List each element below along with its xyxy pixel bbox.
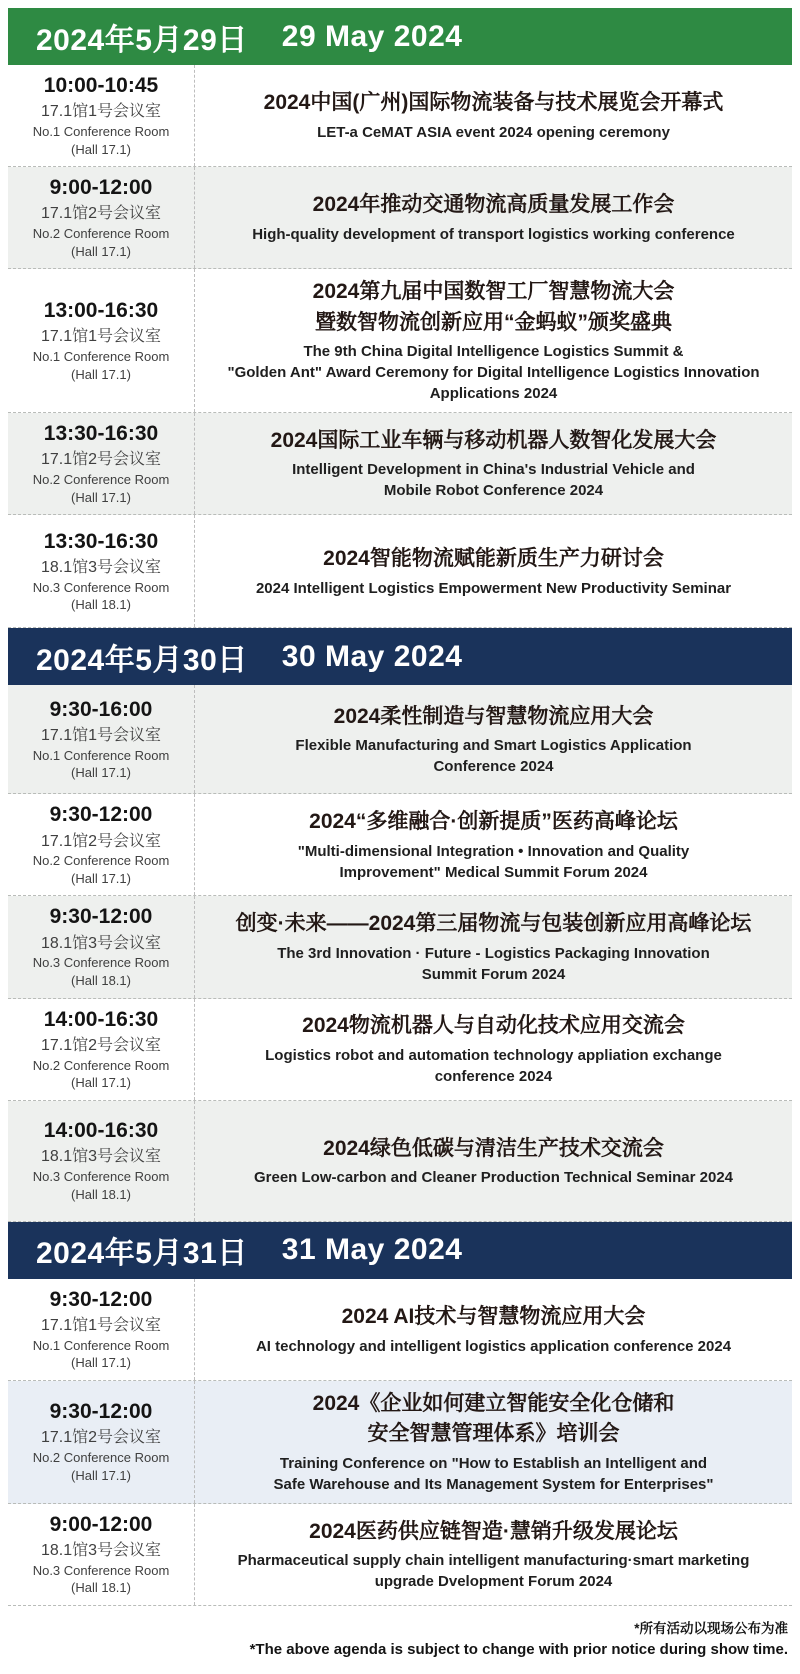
section-header-29-may <box>8 8 792 65</box>
room-name-zh: 17.1馆2号会议室 <box>40 205 162 223</box>
room-name-en: No.1 Conference Room (Hall 17.1) <box>32 747 170 781</box>
room-name-zh: 18.1馆3号会议室 <box>40 1541 162 1559</box>
section-header-31-may <box>8 1222 792 1279</box>
room-name-en: No.1 Conference Room (Hall 17.1) <box>32 1337 170 1371</box>
row-location <box>8 794 195 895</box>
event-title-en: Green Low-carbon and Cleaner Production Technical Seminar 2024 <box>253 1168 734 1186</box>
room-name-en: No.2 Conference Room (Hall 17.1) <box>32 1057 170 1091</box>
event-time: 13:30-16:30 <box>43 529 159 553</box>
event-title-en: Intelligent Development in China's Industrial Vehicle and Mobile Robot Conference 2024 <box>292 461 695 500</box>
room-name-zh: 17.1馆2号会议室 <box>40 451 162 469</box>
row-location <box>8 1381 195 1503</box>
event-title-en: Logistics robot and automation technology appliation exchange conference 2024 <box>265 1046 722 1085</box>
row-location <box>8 269 195 412</box>
row-event <box>195 1101 792 1221</box>
event-time: 14:00-16:30 <box>43 1119 159 1143</box>
schedule-row <box>8 794 792 896</box>
room-name-en: No.2 Conference Room (Hall 17.1) <box>32 853 170 886</box>
event-time: 9:30-12:00 <box>49 905 153 929</box>
event-time: 13:30-16:30 <box>43 422 159 446</box>
footer-note-zh: *所有活动以现场公布为准 <box>634 1620 788 1636</box>
event-time: 10:00-10:45 <box>43 74 159 97</box>
event-time: 9:00-12:00 <box>49 176 153 200</box>
row-location <box>8 999 195 1100</box>
event-title-en: 2024 Intelligent Logistics Empowerment New Productivity Seminar <box>255 579 732 597</box>
schedule-row <box>8 413 792 515</box>
room-name-en: No.3 Conference Room (Hall 18.1) <box>32 1562 170 1596</box>
room-name-en: No.3 Conference Room (Hall 18.1) <box>32 579 170 613</box>
room-name-zh: 17.1馆1号会议室 <box>40 726 162 744</box>
footer-note-en: *The above agenda is subject to change with prior notice during show time. <box>249 1641 788 1659</box>
row-location <box>8 685 195 793</box>
row-event <box>195 685 792 793</box>
room-name-zh: 17.1馆1号会议室 <box>40 103 162 121</box>
event-title-en: Flexible Manufacturing and Smart Logistics Application Conference 2024 <box>295 737 692 776</box>
room-name-zh: 17.1馆2号会议室 <box>40 1036 162 1054</box>
section-date-en: 31 May 2024 <box>281 1233 463 1267</box>
row-event <box>195 896 792 997</box>
event-title-zh: 2024第九届中国数智工厂智慧物流大会 暨数智物流创新应用“金蚂蚁”颁奖盛典 <box>312 280 675 334</box>
event-title-en: The 9th China Digital Intelligence Logistics Summit & "Golden Ant" Award Ceremony for Digital Intelligence Logistics Innovation Applications 2024 <box>227 343 760 403</box>
row-location <box>8 1101 195 1221</box>
event-time: 9:00-12:00 <box>49 1512 153 1536</box>
event-title-en: LET-a CeMAT ASIA event 2024 opening ceremony <box>317 123 670 141</box>
event-title-zh: 2024物流机器人与自动化技术应用交流会 <box>302 1014 685 1038</box>
schedule-row <box>8 999 792 1101</box>
footer-disclaimer <box>8 1606 792 1674</box>
row-event <box>195 1279 792 1380</box>
row-event <box>195 269 792 412</box>
room-name-en: No.1 Conference Room (Hall 17.1) <box>32 124 170 157</box>
schedule-row <box>8 896 792 998</box>
event-title-zh: 2024国际工业车辆与移动机器人数智化发展大会 <box>270 429 717 452</box>
section-date-zh: 2024年5月29日 <box>36 23 248 57</box>
event-time: 9:30-12:00 <box>49 803 153 827</box>
schedule-row <box>8 1279 792 1381</box>
row-location <box>8 413 195 514</box>
row-event <box>195 1504 792 1605</box>
row-location <box>8 65 195 166</box>
row-location <box>8 1504 195 1605</box>
event-time: 13:00-16:30 <box>43 299 159 323</box>
event-title-zh: 2024《企业如何建立智能安全化仓储和 安全智慧管理体系》培训会 <box>312 1391 675 1446</box>
section-date-en: 29 May 2024 <box>281 19 463 53</box>
schedule-row <box>8 515 792 628</box>
room-name-zh: 18.1馆3号会议室 <box>40 558 162 576</box>
room-name-zh: 17.1馆2号会议室 <box>40 1429 162 1447</box>
event-title-en: Pharmaceutical supply chain intelligent manufacturing·smart marketing upgrade Dvelopment Forum 2024 <box>237 1552 750 1591</box>
row-event <box>195 413 792 514</box>
row-event <box>195 794 792 895</box>
event-title-en: The 3rd Innovation · Future - Logistics Packaging Innovation Summit Forum 2024 <box>277 944 710 983</box>
room-name-zh: 17.1馆2号会议室 <box>40 832 162 850</box>
row-event <box>195 515 792 627</box>
schedule-row <box>8 269 792 413</box>
room-name-en: No.1 Conference Room (Hall 17.1) <box>32 349 170 382</box>
event-title-en: High-quality development of transport logistics working conference <box>252 225 735 243</box>
room-name-en: No.2 Conference Room (Hall 17.1) <box>32 226 170 259</box>
section-header-30-may <box>8 628 792 685</box>
event-title-zh: 2024柔性制造与智慧物流应用大会 <box>333 704 654 728</box>
room-name-en: No.2 Conference Room (Hall 17.1) <box>32 1450 170 1483</box>
row-event <box>195 999 792 1100</box>
row-event <box>195 65 792 166</box>
event-title-zh: 2024医药供应链智造·慧销升级发展论坛 <box>309 1519 678 1543</box>
room-name-zh: 17.1馆1号会议室 <box>40 328 162 346</box>
event-time: 14:00-16:30 <box>43 1007 159 1031</box>
row-location <box>8 896 195 997</box>
section-date-zh: 2024年5月30日 <box>36 643 248 677</box>
room-name-en: No.2 Conference Room (Hall 17.1) <box>32 472 170 505</box>
section-date-zh: 2024年5月31日 <box>36 1237 248 1271</box>
section-date-en: 30 May 2024 <box>281 639 463 673</box>
room-name-zh: 17.1馆1号会议室 <box>40 1316 162 1334</box>
row-location <box>8 167 195 268</box>
event-title-zh: 2024中国(广州)国际物流装备与技术展览会开幕式 <box>263 91 724 115</box>
room-name-zh: 18.1馆3号会议室 <box>40 934 162 952</box>
event-title-en: AI technology and intelligent logistics application conference 2024 <box>255 1337 732 1355</box>
room-name-zh: 18.1馆3号会议室 <box>40 1148 162 1166</box>
event-title-zh: 2024年推动交通物流高质量发展工作会 <box>312 193 675 217</box>
schedule-row <box>8 1381 792 1504</box>
room-name-en: No.3 Conference Room (Hall 18.1) <box>32 955 170 989</box>
event-title-zh: 创变·未来——2024第三届物流与包装创新应用高峰论坛 <box>235 912 752 936</box>
event-title-zh: 2024 AI技术与智慧物流应用大会 <box>341 1305 646 1329</box>
event-time: 9:30-12:00 <box>49 1400 153 1424</box>
schedule-row <box>8 1101 792 1222</box>
schedule-row <box>8 167 792 269</box>
row-location <box>8 515 195 627</box>
event-title-zh: 2024绿色低碳与清洁生产技术交流会 <box>323 1136 664 1160</box>
schedule-row <box>8 1504 792 1606</box>
event-time: 9:30-12:00 <box>49 1287 153 1311</box>
event-title-zh: 2024智能物流赋能新质生产力研讨会 <box>323 547 664 571</box>
schedule-row <box>8 65 792 167</box>
schedule-row <box>8 685 792 794</box>
event-title-zh: 2024“多维融合·创新提质”医药高峰论坛 <box>309 810 678 834</box>
event-title-en: "Multi-dimensional Integration • Innovation and Quality Improvement" Medical Summit Forum 2024 <box>297 842 690 881</box>
event-time: 9:30-16:00 <box>49 697 153 721</box>
row-event <box>195 1381 792 1503</box>
row-event <box>195 167 792 268</box>
room-name-en: No.3 Conference Room (Hall 18.1) <box>32 1169 170 1202</box>
row-location <box>8 1279 195 1380</box>
event-title-en: Training Conference on "How to Establish an Intelligent and Safe Warehouse and Its Management System for Enterprises" <box>273 1454 714 1493</box>
